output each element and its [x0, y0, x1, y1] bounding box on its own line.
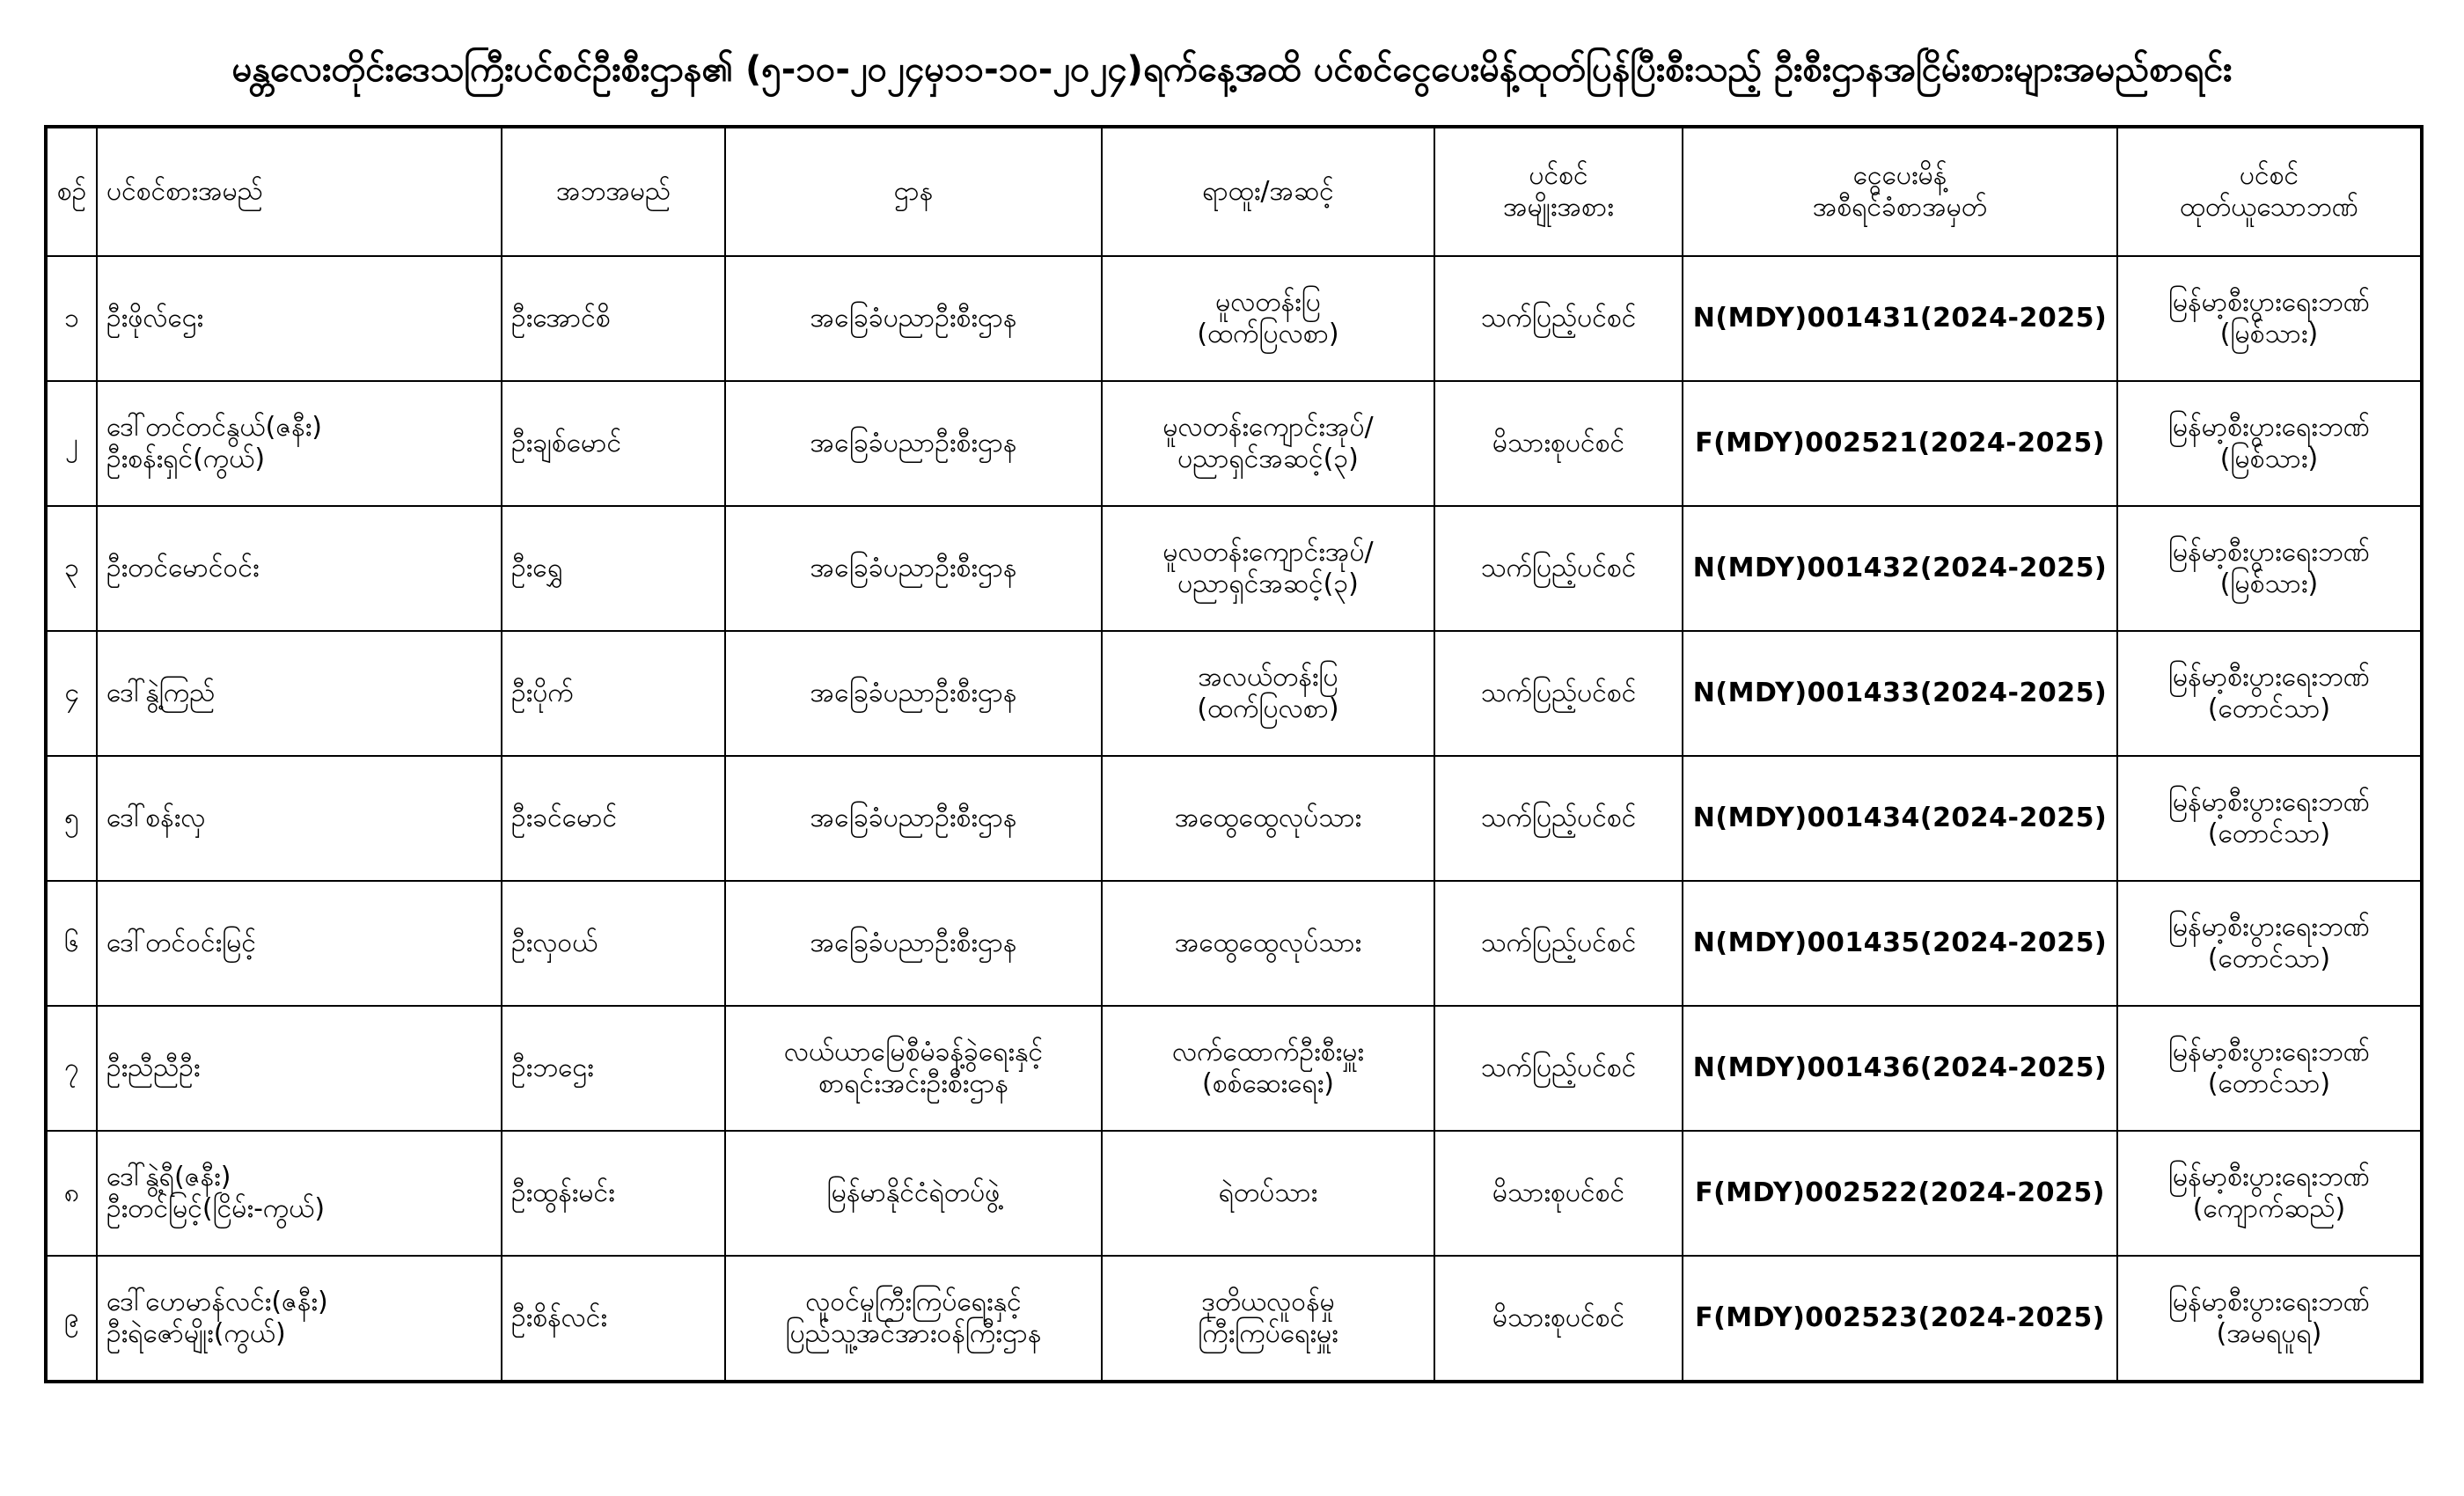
- cell-bank: [2117, 256, 2422, 381]
- cell-department: [725, 506, 1102, 631]
- cell-department: [725, 756, 1102, 881]
- cell-no: ၄: [46, 631, 97, 756]
- pensioner-name-line1: ဒေါ်နွဲ့ကြည်: [106, 677, 216, 708]
- cell-rank: [1102, 1006, 1434, 1131]
- rank-line2: ပညာရှင်အဆင့်(၃): [1177, 568, 1359, 599]
- department-line1: အခြေခံပညာဦးစီးဌာန: [810, 427, 1017, 458]
- bank-line2: (မြစ်သား): [2219, 443, 2319, 474]
- bank-line1: မြန်မာ့စီးပွားရေးဘဏ်: [2168, 786, 2370, 818]
- cell-order-number: N(MDY)001436(2024-2025): [1683, 1006, 2117, 1131]
- header-order-line1: ငွေပေးမိန့်: [1852, 160, 1947, 191]
- cell-order-number: F(MDY)002522(2024-2025): [1683, 1131, 2117, 1256]
- cell-order-number: N(MDY)001434(2024-2025): [1683, 756, 2117, 881]
- header-father: အဘအမည်: [502, 127, 725, 256]
- pensioner-name-line1: ဒေါ်ဟေမာန်လင်း(ဇနီး): [106, 1286, 328, 1317]
- cell-bank: [2117, 1006, 2422, 1131]
- header-no: စဉ်: [46, 127, 97, 256]
- header-bank: [2117, 127, 2422, 256]
- header-pension-type-line1: ပင်စင်: [1529, 160, 1588, 191]
- pensioner-name-line1: ဒေါ်တင်တင်နွယ်(ဇနီး): [106, 411, 323, 443]
- department-line2: ပြည်သူ့အင်အားဝန်ကြီးဌာန: [785, 1317, 1042, 1349]
- cell-no: ၂: [46, 381, 97, 506]
- cell-pensioner-name: [97, 1256, 502, 1382]
- cell-bank: [2117, 1131, 2422, 1256]
- header-row: [46, 127, 2422, 256]
- header-department: ဌာန: [725, 127, 1102, 256]
- cell-department: [725, 1256, 1102, 1382]
- rank-line1: မူလတန်းကျောင်းအုပ်/: [1162, 411, 1374, 443]
- cell-pension-type: သက်ပြည့်ပင်စင်: [1434, 256, 1683, 381]
- department-line2: စာရင်းအင်းဦးစီးဌာန: [818, 1067, 1008, 1099]
- cell-pension-type: သက်ပြည့်ပင်စင်: [1434, 756, 1683, 881]
- cell-father-name: ဦးခင်မောင်: [502, 756, 725, 881]
- cell-rank: [1102, 1256, 1434, 1382]
- cell-department: [725, 881, 1102, 1006]
- cell-father-name: ဦးအောင်စိ: [502, 256, 725, 381]
- cell-pension-type: မိသားစုပင်စင်: [1434, 1256, 1683, 1382]
- table-row: [46, 1006, 2422, 1131]
- cell-bank: [2117, 381, 2422, 506]
- pensioner-name-line2: ဦးရဲဇော်မျိုး(ကွယ်): [106, 1317, 286, 1349]
- cell-no: ၅: [46, 756, 97, 881]
- rank-line2: (ထက်ပြလစာ): [1197, 318, 1339, 349]
- rank-line2: (ထက်ပြလစာ): [1197, 693, 1339, 724]
- cell-father-name: ဦးချစ်မောင်: [502, 381, 725, 506]
- cell-pensioner-name: [97, 631, 502, 756]
- bank-line2: (တောင်သာ): [2207, 693, 2331, 724]
- cell-department: [725, 1006, 1102, 1131]
- cell-no: ၈: [46, 1131, 97, 1256]
- cell-bank: [2117, 1256, 2422, 1382]
- cell-department: [725, 256, 1102, 381]
- cell-rank: [1102, 756, 1434, 881]
- department-line1: အခြေခံပညာဦးစီးဌာန: [810, 302, 1017, 334]
- cell-order-number: N(MDY)001431(2024-2025): [1683, 256, 2117, 381]
- cell-bank: [2117, 506, 2422, 631]
- cell-department: [725, 381, 1102, 506]
- table-header: [46, 127, 2422, 256]
- department-line1: လယ်ယာမြေစီမံခန့်ခွဲရေးနှင့်: [783, 1036, 1044, 1067]
- rank-line1: အထွေထွေလုပ်သား: [1174, 927, 1362, 958]
- table-row: [46, 1256, 2422, 1382]
- pensioner-name-line1: ဦးညီညီဦး: [106, 1052, 201, 1083]
- pensioner-name-line2: ဦးတင်မြင့်(ငြိမ်း-ကွယ်): [106, 1192, 326, 1224]
- cell-rank: [1102, 506, 1434, 631]
- cell-no: ၉: [46, 1256, 97, 1382]
- header-pension-type: [1434, 127, 1683, 256]
- bank-line1: မြန်မာ့စီးပွားရေးဘဏ်: [2168, 1161, 2370, 1192]
- bank-line1: မြန်မာ့စီးပွားရေးဘဏ်: [2168, 1286, 2370, 1317]
- cell-department: [725, 1131, 1102, 1256]
- pensioner-name-line2: ဦးစန်းရှင်(ကွယ်): [106, 443, 266, 474]
- bank-line2: (တောင်သာ): [2207, 1067, 2331, 1099]
- department-line1: အခြေခံပညာဦးစီးဌာန: [810, 927, 1017, 958]
- cell-no: ၆: [46, 881, 97, 1006]
- bank-line1: မြန်မာ့စီးပွားရေးဘဏ်: [2168, 661, 2370, 693]
- bank-line2: (အမရပူရ): [2216, 1317, 2322, 1349]
- cell-father-name: ဦးထွန်းမင်း: [502, 1131, 725, 1256]
- pensioner-name-line1: ဒေါ်နွဲ့ရီ(ဇနီး): [106, 1161, 231, 1192]
- bank-line1: မြန်မာ့စီးပွားရေးဘဏ်: [2168, 911, 2370, 942]
- cell-pension-type: သက်ပြည့်ပင်စင်: [1434, 1006, 1683, 1131]
- department-line1: မြန်မာနိုင်ငံရဲတပ်ဖွဲ့: [826, 1177, 1001, 1208]
- pensioner-name-line1: ဦးတင်မောင်ဝင်း: [106, 552, 260, 583]
- cell-rank: [1102, 881, 1434, 1006]
- pensioner-name-line1: ဦးဖိုလ်ဌေး: [106, 302, 204, 334]
- cell-bank: [2117, 631, 2422, 756]
- cell-pension-type: မိသားစုပင်စင်: [1434, 1131, 1683, 1256]
- bank-line1: မြန်မာ့စီးပွားရေးဘဏ်: [2168, 1036, 2370, 1067]
- cell-pensioner-name: [97, 1131, 502, 1256]
- bank-line2: (မြစ်သား): [2219, 568, 2319, 599]
- cell-order-number: N(MDY)001435(2024-2025): [1683, 881, 2117, 1006]
- bank-line1: မြန်မာ့စီးပွားရေးဘဏ်: [2168, 286, 2370, 318]
- cell-pension-type: မိသားစုပင်စင်: [1434, 381, 1683, 506]
- cell-father-name: ဦးစိန်လင်း: [502, 1256, 725, 1382]
- cell-father-name: ဦးပိုက်: [502, 631, 725, 756]
- header-pension-type-line2: အမျိုးအစား: [1503, 192, 1614, 223]
- department-line1: အခြေခံပညာဦးစီးဌာန: [810, 802, 1017, 833]
- department-line1: အခြေခံပညာဦးစီးဌာန: [810, 552, 1017, 583]
- rank-line1: အထွေထွေလုပ်သား: [1174, 802, 1362, 833]
- cell-rank: [1102, 381, 1434, 506]
- table-row: [46, 1131, 2422, 1256]
- header-rank: ရာထူး/အဆင့်: [1102, 127, 1434, 256]
- header-bank-line2: ထုတ်ယူသောဘဏ်: [2180, 192, 2358, 223]
- table-row: [46, 256, 2422, 381]
- cell-pension-type: သက်ပြည့်ပင်စင်: [1434, 506, 1683, 631]
- rank-line1: မူလတန်းကျောင်းအုပ်/: [1162, 536, 1374, 568]
- rank-line1: ရဲတပ်သား: [1218, 1177, 1318, 1208]
- header-order-number: [1683, 127, 2117, 256]
- rank-line1: လက်ထောက်ဦးစီးမှူး: [1172, 1036, 1364, 1067]
- department-line1: အခြေခံပညာဦးစီးဌာန: [810, 677, 1017, 708]
- rank-line1: မူလတန်းပြ: [1215, 286, 1321, 318]
- cell-father-name: ဦးဘဌေး: [502, 1006, 725, 1131]
- cell-bank: [2117, 881, 2422, 1006]
- cell-rank: [1102, 256, 1434, 381]
- rank-line1: အလယ်တန်းပြ: [1198, 661, 1338, 693]
- rank-line2: (စစ်ဆေးရေး): [1201, 1067, 1335, 1099]
- bank-line1: မြန်မာ့စီးပွားရေးဘဏ်: [2168, 411, 2370, 443]
- table-row: [46, 631, 2422, 756]
- cell-bank: [2117, 756, 2422, 881]
- table-row: [46, 506, 2422, 631]
- table-row: [46, 881, 2422, 1006]
- header-order-line2: အစီရင်ခံစာအမှတ်: [1812, 192, 1988, 223]
- pensioner-table: [44, 125, 2424, 1383]
- cell-pension-type: သက်ပြည့်ပင်စင်: [1434, 881, 1683, 1006]
- cell-order-number: F(MDY)002521(2024-2025): [1683, 381, 2117, 506]
- bank-line2: (တောင်သာ): [2207, 942, 2331, 974]
- header-name: ပင်စင်စားအမည်: [97, 127, 502, 256]
- department-line1: လူဝင်မှုကြီးကြပ်ရေးနှင့်: [805, 1286, 1022, 1317]
- cell-rank: [1102, 1131, 1434, 1256]
- cell-pension-type: သက်ပြည့်ပင်စင်: [1434, 631, 1683, 756]
- table-body: [46, 256, 2422, 1382]
- cell-rank: [1102, 631, 1434, 756]
- pensioner-name-line1: ဒေါ်စန်းလှ: [106, 802, 206, 833]
- cell-pensioner-name: [97, 1006, 502, 1131]
- bank-line1: မြန်မာ့စီးပွားရေးဘဏ်: [2168, 536, 2370, 568]
- bank-line2: (တောင်သာ): [2207, 818, 2331, 849]
- cell-father-name: ဦးရွှေ: [502, 506, 725, 631]
- cell-department: [725, 631, 1102, 756]
- cell-no: ၇: [46, 1006, 97, 1131]
- cell-pensioner-name: [97, 256, 502, 381]
- cell-no: ၃: [46, 506, 97, 631]
- rank-line1: ဒုတိယလူဝန်မှု: [1201, 1286, 1335, 1317]
- table-row: [46, 756, 2422, 881]
- cell-pensioner-name: [97, 756, 502, 881]
- bank-line2: (မြစ်သား): [2219, 318, 2319, 349]
- cell-order-number: N(MDY)001432(2024-2025): [1683, 506, 2117, 631]
- cell-pensioner-name: [97, 881, 502, 1006]
- cell-father-name: ဦးလှဝယ်: [502, 881, 725, 1006]
- rank-line2: ကြီးကြပ်ရေးမှူး: [1198, 1317, 1338, 1349]
- pensioner-name-line1: ဒေါ်တင်ဝင်းမြင့်: [106, 927, 257, 958]
- page-title: မန္တလေးတိုင်းဒေသကြီးပင်စင်ဦးစီးဌာန၏ (၅-၁၀-၂၀၂၄မှ၁၁-၁၀-၂၀၂၄)ရက်နေ့အထိ ပင်စင်ငွေပေးမိန့်ထုတ်ပြန်ပြီးစီးသည့် ဦးစီးဌာနအငြိမ်းစားများအမည်စာရင်း: [231, 49, 2233, 90]
- rank-line2: ပညာရှင်အဆင့်(၃): [1177, 443, 1359, 474]
- cell-pensioner-name: [97, 381, 502, 506]
- header-bank-line1: ပင်စင်: [2239, 160, 2299, 191]
- table-row: [46, 381, 2422, 506]
- cell-no: ၁: [46, 256, 97, 381]
- cell-order-number: N(MDY)001433(2024-2025): [1683, 631, 2117, 756]
- cell-order-number: F(MDY)002523(2024-2025): [1683, 1256, 2117, 1382]
- bank-line2: (ကျောက်ဆည်): [2192, 1192, 2346, 1224]
- cell-pensioner-name: [97, 506, 502, 631]
